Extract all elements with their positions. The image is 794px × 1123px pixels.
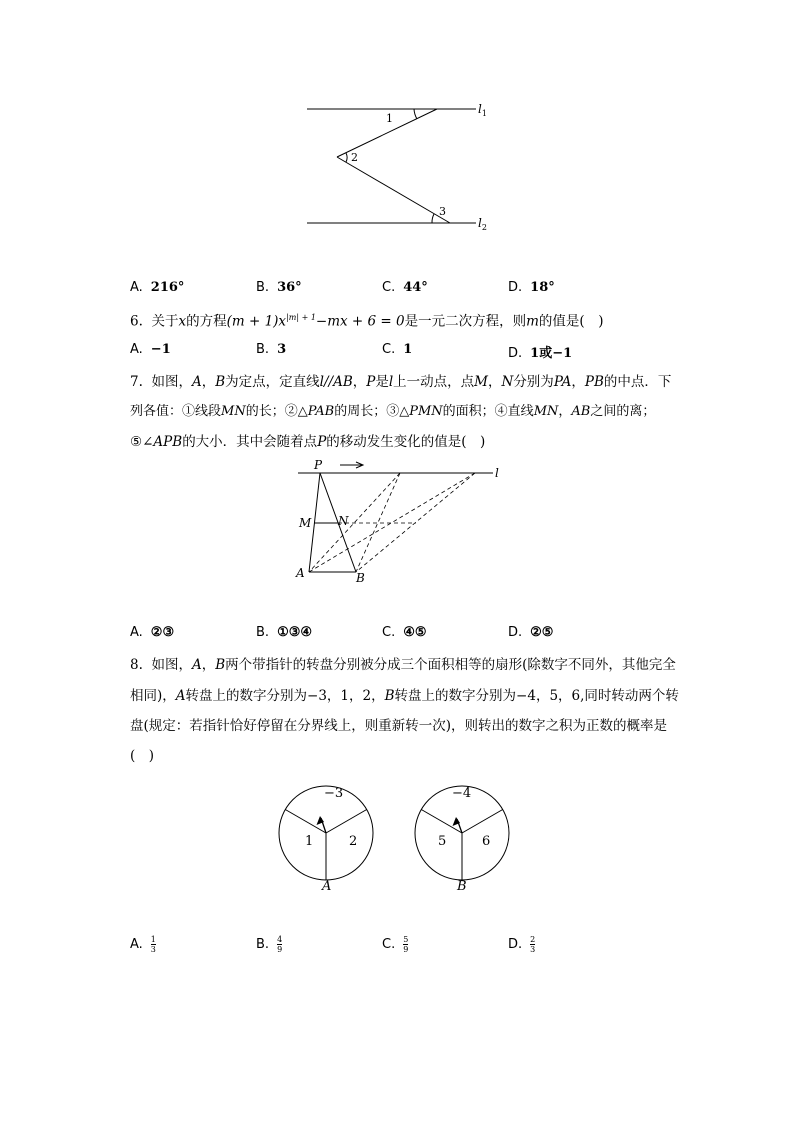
q7-option-b[interactable]: B. ①③④ bbox=[256, 625, 313, 640]
q8-option-a[interactable]: A. $\frac{1}{3}$ bbox=[130, 935, 156, 954]
q7-stem-line3: ⑤∠APB的大小．其中会随着点P的移动发生变化的值是( ) bbox=[130, 434, 486, 450]
label-P: P bbox=[314, 458, 323, 472]
q6-options bbox=[130, 342, 650, 364]
q5-option-a[interactable]: A. 216° bbox=[130, 280, 185, 295]
label-A: A bbox=[296, 566, 305, 580]
q6-option-a[interactable]: A. −1 bbox=[130, 342, 171, 357]
spinner-A-name: A bbox=[322, 879, 332, 894]
q5-options bbox=[130, 280, 650, 302]
fraction: $\frac{1}{3}$ bbox=[150, 935, 156, 954]
spinners-figure bbox=[278, 775, 518, 900]
label-N: N bbox=[338, 514, 349, 528]
q7-stem-line1: 7. 如图，A，B为定点，定直线l//AB，P是l上一动点，点M，N分别为PA，PB的中点．下 bbox=[130, 374, 672, 390]
fraction: $\frac{5}{9}$ bbox=[403, 935, 409, 954]
parallel-lines-figure bbox=[300, 95, 500, 240]
spinner-A-number-top: −3 bbox=[324, 786, 344, 801]
label-l: l bbox=[495, 466, 499, 480]
q7-option-d[interactable]: D. ②⑤ bbox=[508, 625, 554, 640]
segment-lower bbox=[337, 157, 450, 223]
angle-arc-3 bbox=[432, 214, 434, 223]
spinner-A-number-right: 2 bbox=[349, 834, 358, 849]
spinner-B-number-left: 5 bbox=[438, 834, 447, 849]
q7-options bbox=[130, 625, 650, 647]
q6-option-d[interactable]: D. 1或−1 bbox=[508, 346, 573, 361]
spinner-A bbox=[279, 786, 373, 894]
q7-option-c[interactable]: C. ④⑤ bbox=[382, 625, 427, 640]
label-M: M bbox=[299, 516, 312, 530]
q8-stem-line3: 盘(规定：若指针恰好停留在分界线上，则重新转一次)，则转出的数字之积为正数的概率是 bbox=[130, 718, 668, 734]
label-B: B bbox=[356, 571, 365, 585]
angle-label-2: 2 bbox=[351, 151, 358, 164]
spinner-B bbox=[415, 786, 509, 894]
spinner-B-name: B bbox=[457, 879, 467, 894]
q8-option-d[interactable]: D. $\frac{2}{3}$ bbox=[508, 935, 536, 954]
q8-stem-line2: 相同)，A转盘上的数字分别为−3，1，2，B转盘上的数字分别为−4，5，6,同时转动两个转 bbox=[130, 688, 679, 704]
q5-option-d[interactable]: D. 18° bbox=[508, 280, 555, 295]
q7-option-a[interactable]: A. ②③ bbox=[130, 625, 175, 640]
q6-stem: 6. 关于x的方程$(m + 1)x^{|m| + 1}-mx + 6 = 0$是一元二次方程，则m的值是( ) bbox=[130, 313, 604, 330]
q8-option-b[interactable]: B. $\frac{4}{9}$ bbox=[256, 935, 283, 954]
q7-stem-line2: 列各值：①线段MN的长；②△PAB的周长；③△PMN的面积；④直线MN，AB之间的离； bbox=[130, 404, 656, 419]
fraction: $\frac{2}{3}$ bbox=[530, 935, 536, 954]
spinner-B-number-top: −4 bbox=[452, 786, 472, 801]
q5-option-c[interactable]: C. 44° bbox=[382, 280, 428, 295]
line-label-l2: $l_2$ bbox=[478, 216, 487, 232]
line-label-l1: $l_1$ bbox=[478, 102, 487, 118]
angle-label-3: 3 bbox=[439, 205, 446, 218]
moving-point-figure bbox=[290, 455, 520, 590]
q8-options bbox=[130, 935, 650, 961]
angle-arc-1 bbox=[414, 109, 417, 119]
angle-label-1: 1 bbox=[386, 112, 393, 125]
q6-option-b[interactable]: B. 3 bbox=[256, 342, 287, 357]
q6-option-c[interactable]: C. 1 bbox=[382, 342, 413, 357]
spinner-A-number-left: 1 bbox=[305, 834, 314, 849]
angle-arc-2 bbox=[346, 153, 347, 162]
q5-option-b[interactable]: B. 36° bbox=[256, 280, 302, 295]
q8-option-c[interactable]: C. $\frac{5}{9}$ bbox=[382, 935, 409, 954]
fraction: $\frac{4}{9}$ bbox=[277, 935, 283, 954]
q8-stem-line4: ( ) bbox=[130, 748, 155, 764]
spinner-B-number-right: 6 bbox=[482, 834, 491, 849]
q8-stem-line1: 8. 如图，A，B两个带指针的转盘分别被分成三个面积相等的扇形(除数字不同外，其他完全 bbox=[130, 657, 676, 673]
